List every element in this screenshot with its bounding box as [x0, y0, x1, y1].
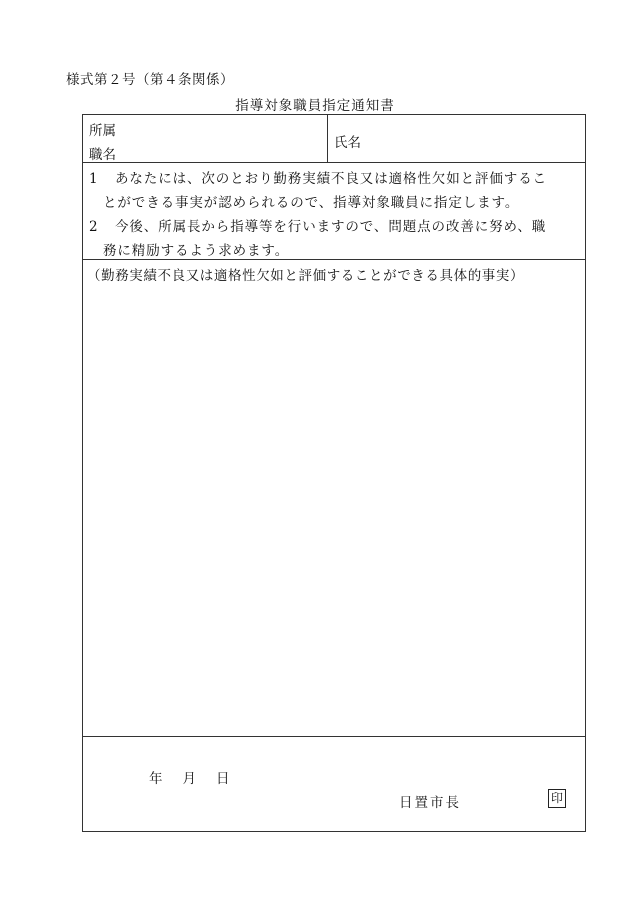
date-month-label: 月: [182, 771, 196, 787]
notice-text-row: [83, 163, 585, 260]
specific-facts-input-area[interactable]: [89, 288, 579, 728]
employee-info-row: [83, 115, 585, 163]
notice-item-1: [89, 167, 547, 187]
date-day-label: 日: [216, 771, 230, 787]
notice-item-1-text: あなたには、次のとおり勤務実績不良又は適格性欠如と評価するこ: [115, 171, 547, 187]
notice-item-1-number: 1: [89, 171, 99, 187]
seal-mark: 印: [548, 789, 566, 808]
specific-facts-row: [83, 260, 585, 737]
signature-row: [83, 737, 585, 831]
name-label: 氏名: [334, 135, 361, 151]
mayor-title: 日置市長: [399, 795, 461, 811]
notice-item-2-number: 2: [89, 219, 99, 235]
form-number: 様式第２号（第４条関係）: [66, 72, 234, 88]
document-title: 指導対象職員指定通知書: [235, 98, 395, 114]
notice-item-2-continuation: 務に精励するよう求めます。: [103, 243, 290, 259]
date-year-label: 年: [149, 771, 163, 787]
specific-facts-heading: （勤務実績不良又は適格性欠如と評価することができる具体的事実）: [87, 268, 525, 284]
notice-item-2-text: 今後、所属長から指導等を行いますので、問題点の改善に努め、職: [115, 219, 547, 235]
issue-date[interactable]: [149, 767, 230, 787]
notice-form-table: [82, 114, 586, 832]
affiliation-label: 所属: [89, 123, 116, 139]
affiliation-position-cell[interactable]: [83, 115, 328, 162]
notice-item-2: [89, 215, 546, 235]
notice-item-1-continuation: とができる事実が認められるので、指導対象職員に指定します。: [103, 195, 520, 211]
position-label: 職名: [89, 147, 116, 163]
